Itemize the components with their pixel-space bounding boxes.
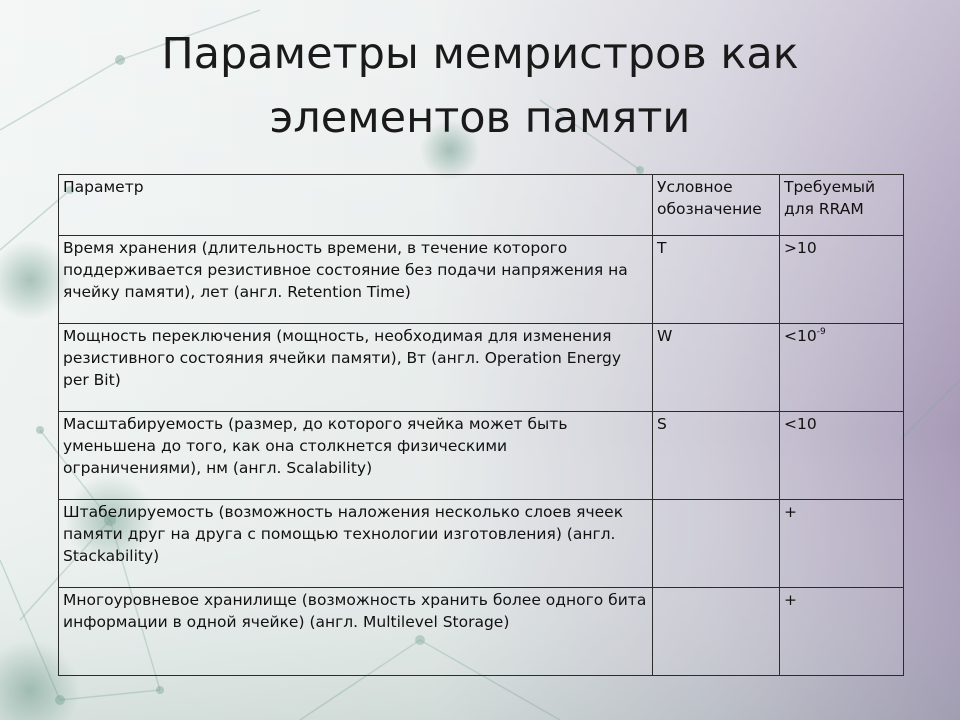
required-value: <10 <box>784 415 817 433</box>
slide-title-line-1: Параметры мемристров как <box>161 29 799 79</box>
table-header-row <box>59 175 904 236</box>
required-value: + <box>784 591 797 609</box>
table-row <box>59 412 904 500</box>
required-value: >10 <box>784 239 817 257</box>
cell-parameter: Мощность переключения (мощность, необходимая для изменения резистивного состояния ячейки памяти), Вт (англ. Operation Energy per Bit) <box>59 324 653 412</box>
cell-parameter: Время хранения (длительность времени, в течение которого поддерживается резистивное состояние без подачи напряжения на ячейку памяти), лет (англ. Retention Time) <box>59 236 653 324</box>
required-exponent: -9 <box>816 327 826 337</box>
table-row <box>59 588 904 676</box>
header-parameter: Параметр <box>59 175 653 236</box>
header-required: Требуемый для RRAM <box>780 175 904 236</box>
cell-symbol <box>653 588 780 676</box>
required-value: + <box>784 503 797 521</box>
table-row <box>59 500 904 588</box>
cell-parameter: Многоуровневое хранилище (возможность хранить более одного бита информации в одной ячейке) (англ. Multilevel Storage) <box>59 588 653 676</box>
table-row <box>59 324 904 412</box>
cell-required <box>780 324 904 412</box>
memristor-parameters-table <box>58 174 904 676</box>
cell-required <box>780 236 904 324</box>
cell-parameter: Масштабируемость (размер, до которого ячейка может быть уменьшена до того, как она столкнется физическими ограничениями), нм (англ. Scalability) <box>59 412 653 500</box>
cell-parameter: Штабелируемость (возможность наложения несколько слоев ячеек памяти друг на друга с помощью технологии изготовления) (англ. Stackability) <box>59 500 653 588</box>
cell-required <box>780 588 904 676</box>
slide-title-line-2: элементов памяти <box>269 93 691 143</box>
required-value: <10 <box>784 327 817 345</box>
cell-symbol: S <box>653 412 780 500</box>
cell-required <box>780 412 904 500</box>
header-symbol: Условное обозначение <box>653 175 780 236</box>
slide-title <box>0 22 960 150</box>
table-row <box>59 236 904 324</box>
cell-symbol <box>653 500 780 588</box>
cell-required <box>780 500 904 588</box>
cell-symbol: T <box>653 236 780 324</box>
cell-symbol: W <box>653 324 780 412</box>
